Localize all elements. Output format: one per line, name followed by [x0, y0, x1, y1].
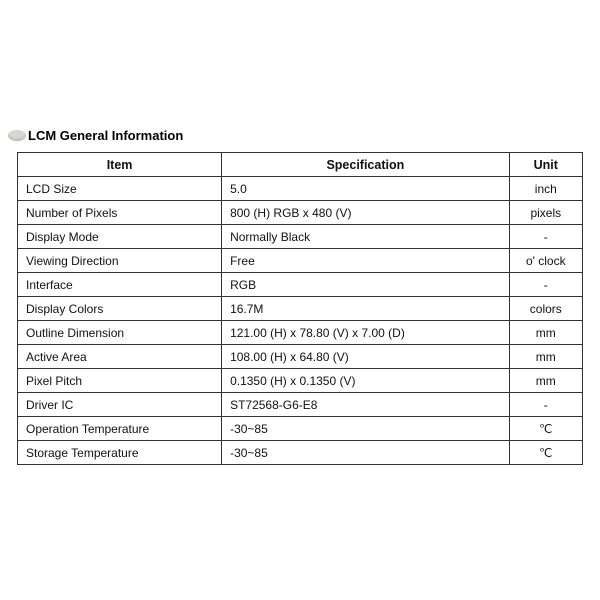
table-row: [18, 417, 583, 441]
column-header-specification: Specification: [222, 153, 510, 177]
spec-cell: 800 (H) RGB x 480 (V): [222, 201, 510, 225]
spec-cell: 16.7M: [222, 297, 510, 321]
unit-cell: ℃: [509, 441, 582, 465]
item-cell: LCD Size: [18, 177, 222, 201]
bullet-ellipse-icon: [8, 130, 26, 141]
lcm-spec-table: [17, 152, 583, 465]
table-row: [18, 321, 583, 345]
spec-cell: ST72568-G6-E8: [222, 393, 510, 417]
spec-cell: 5.0: [222, 177, 510, 201]
unit-cell: -: [509, 393, 582, 417]
unit-cell: -: [509, 273, 582, 297]
table-row: [18, 297, 583, 321]
unit-cell: ℃: [509, 417, 582, 441]
unit-cell: mm: [509, 321, 582, 345]
spec-cell: -30~85: [222, 441, 510, 465]
unit-cell: colors: [509, 297, 582, 321]
spec-cell: Normally Black: [222, 225, 510, 249]
item-cell: Interface: [18, 273, 222, 297]
item-cell: Display Colors: [18, 297, 222, 321]
lcm-info-section: [0, 126, 600, 465]
column-header-item: Item: [18, 153, 222, 177]
spec-cell: 121.00 (H) x 78.80 (V) x 7.00 (D): [222, 321, 510, 345]
item-cell: Outline Dimension: [18, 321, 222, 345]
table-row: [18, 393, 583, 417]
section-heading: [8, 126, 600, 144]
unit-cell: -: [509, 225, 582, 249]
item-cell: Pixel Pitch: [18, 369, 222, 393]
unit-cell: inch: [509, 177, 582, 201]
item-cell: Operation Temperature: [18, 417, 222, 441]
spec-cell: -30~85: [222, 417, 510, 441]
table-row: [18, 369, 583, 393]
spec-cell: RGB: [222, 273, 510, 297]
column-header-unit: Unit: [509, 153, 582, 177]
unit-cell: mm: [509, 345, 582, 369]
item-cell: Driver IC: [18, 393, 222, 417]
spec-cell: Free: [222, 249, 510, 273]
table-row: [18, 249, 583, 273]
table-row: [18, 273, 583, 297]
item-cell: Active Area: [18, 345, 222, 369]
table-header-row: [18, 153, 583, 177]
unit-cell: mm: [509, 369, 582, 393]
section-title: LCM General Information: [28, 127, 184, 143]
item-cell: Storage Temperature: [18, 441, 222, 465]
spec-cell: 108.00 (H) x 64.80 (V): [222, 345, 510, 369]
unit-cell: pixels: [509, 201, 582, 225]
table-row: [18, 225, 583, 249]
table-row: [18, 201, 583, 225]
spec-cell: 0.1350 (H) x 0.1350 (V): [222, 369, 510, 393]
table-row: [18, 345, 583, 369]
item-cell: Number of Pixels: [18, 201, 222, 225]
table-row: [18, 177, 583, 201]
table-row: [18, 441, 583, 465]
unit-cell: o' clock: [509, 249, 582, 273]
item-cell: Viewing Direction: [18, 249, 222, 273]
item-cell: Display Mode: [18, 225, 222, 249]
